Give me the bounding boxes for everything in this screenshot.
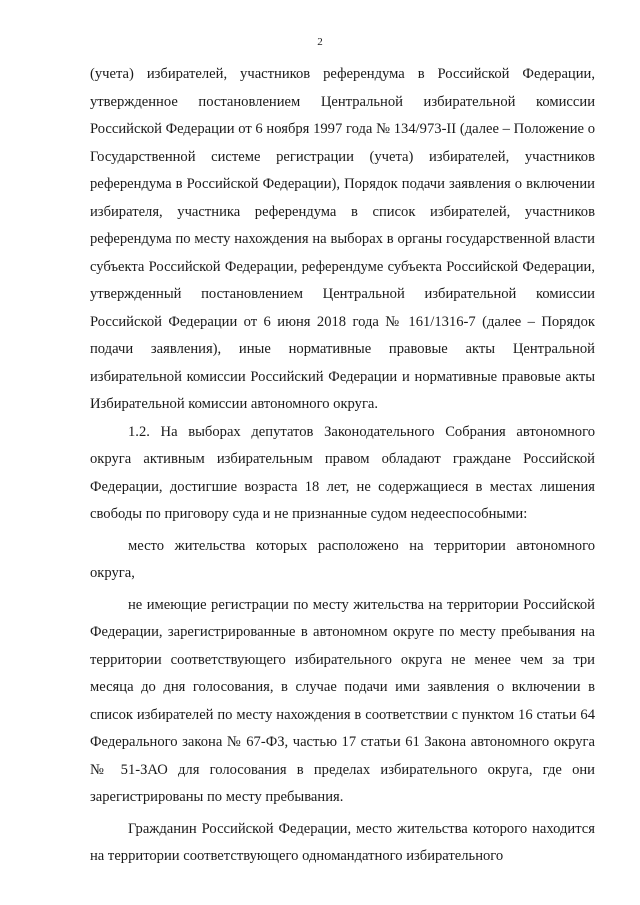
paragraph-continuation: (учета) избирателей, участников референдума в Российской Федерации, утвержденное постановлением Центральной избирательной комиссии Российской Федерации от 6 ноября 1997 года № 134/973-II (далее – Положение о Государственной системе регистрации (учета) избирателей, участников референдума в Российской Федерации), Порядок подачи заявления о включении избирателя, участника референдума в список избирателей, участников референдума по месту нахождения на выборах в органы государственной власти субъекта Российской Федерации, референдуме субъекта Российской Федерации, утвержденный постановлением Центральной избирательной комиссии Российской Федерации от 6 июня 2018 года № 161/1316-7 (далее – Порядок подачи заявления), иные нормативные правовые акты Центральной избирательной комиссии Российский Федерации и нормативные правовые акты Избирательной комиссии автономного округа. [90,66,595,412]
paragraph-no-registration: не имеющие регистрации по месту жительства на территории Российской Федерации, зарегистрированные в автономном округе по месту пребывания на территории соответствующего избирательного округа не менее чем за три месяца до дня голосования, в случае подачи ими заявления о включении в список избирателей по месту нахождения в соответствии с пунктом 16 статьи 64 Федерального закона № 67-ФЗ, частью 17 статьи 61 Закона автономного округа № 51-ЗАО для голосования в пределах избирательного округа, где они зарегистрированы по месту пребывания. [90,596,595,805]
paragraph-residence: место жительства которых расположено на территории автономного округа, [90,537,595,581]
paragraph-1-2: 1.2. На выборах депутатов Законодательного Собрания автономного округа активным избирательным правом обладают граждане Российской Федерации, достигшие возраста 18 лет, не содержащиеся в местах лишения свободы по приговору суда и не признанные судом недееспособными: [90,423,595,522]
page-number: 2 [317,36,323,48]
document-body [90,61,595,871]
paragraph-citizen: Гражданин Российской Федерации, место жительства которого находится на территории соответствующего одномандатного избирательного [90,820,595,864]
